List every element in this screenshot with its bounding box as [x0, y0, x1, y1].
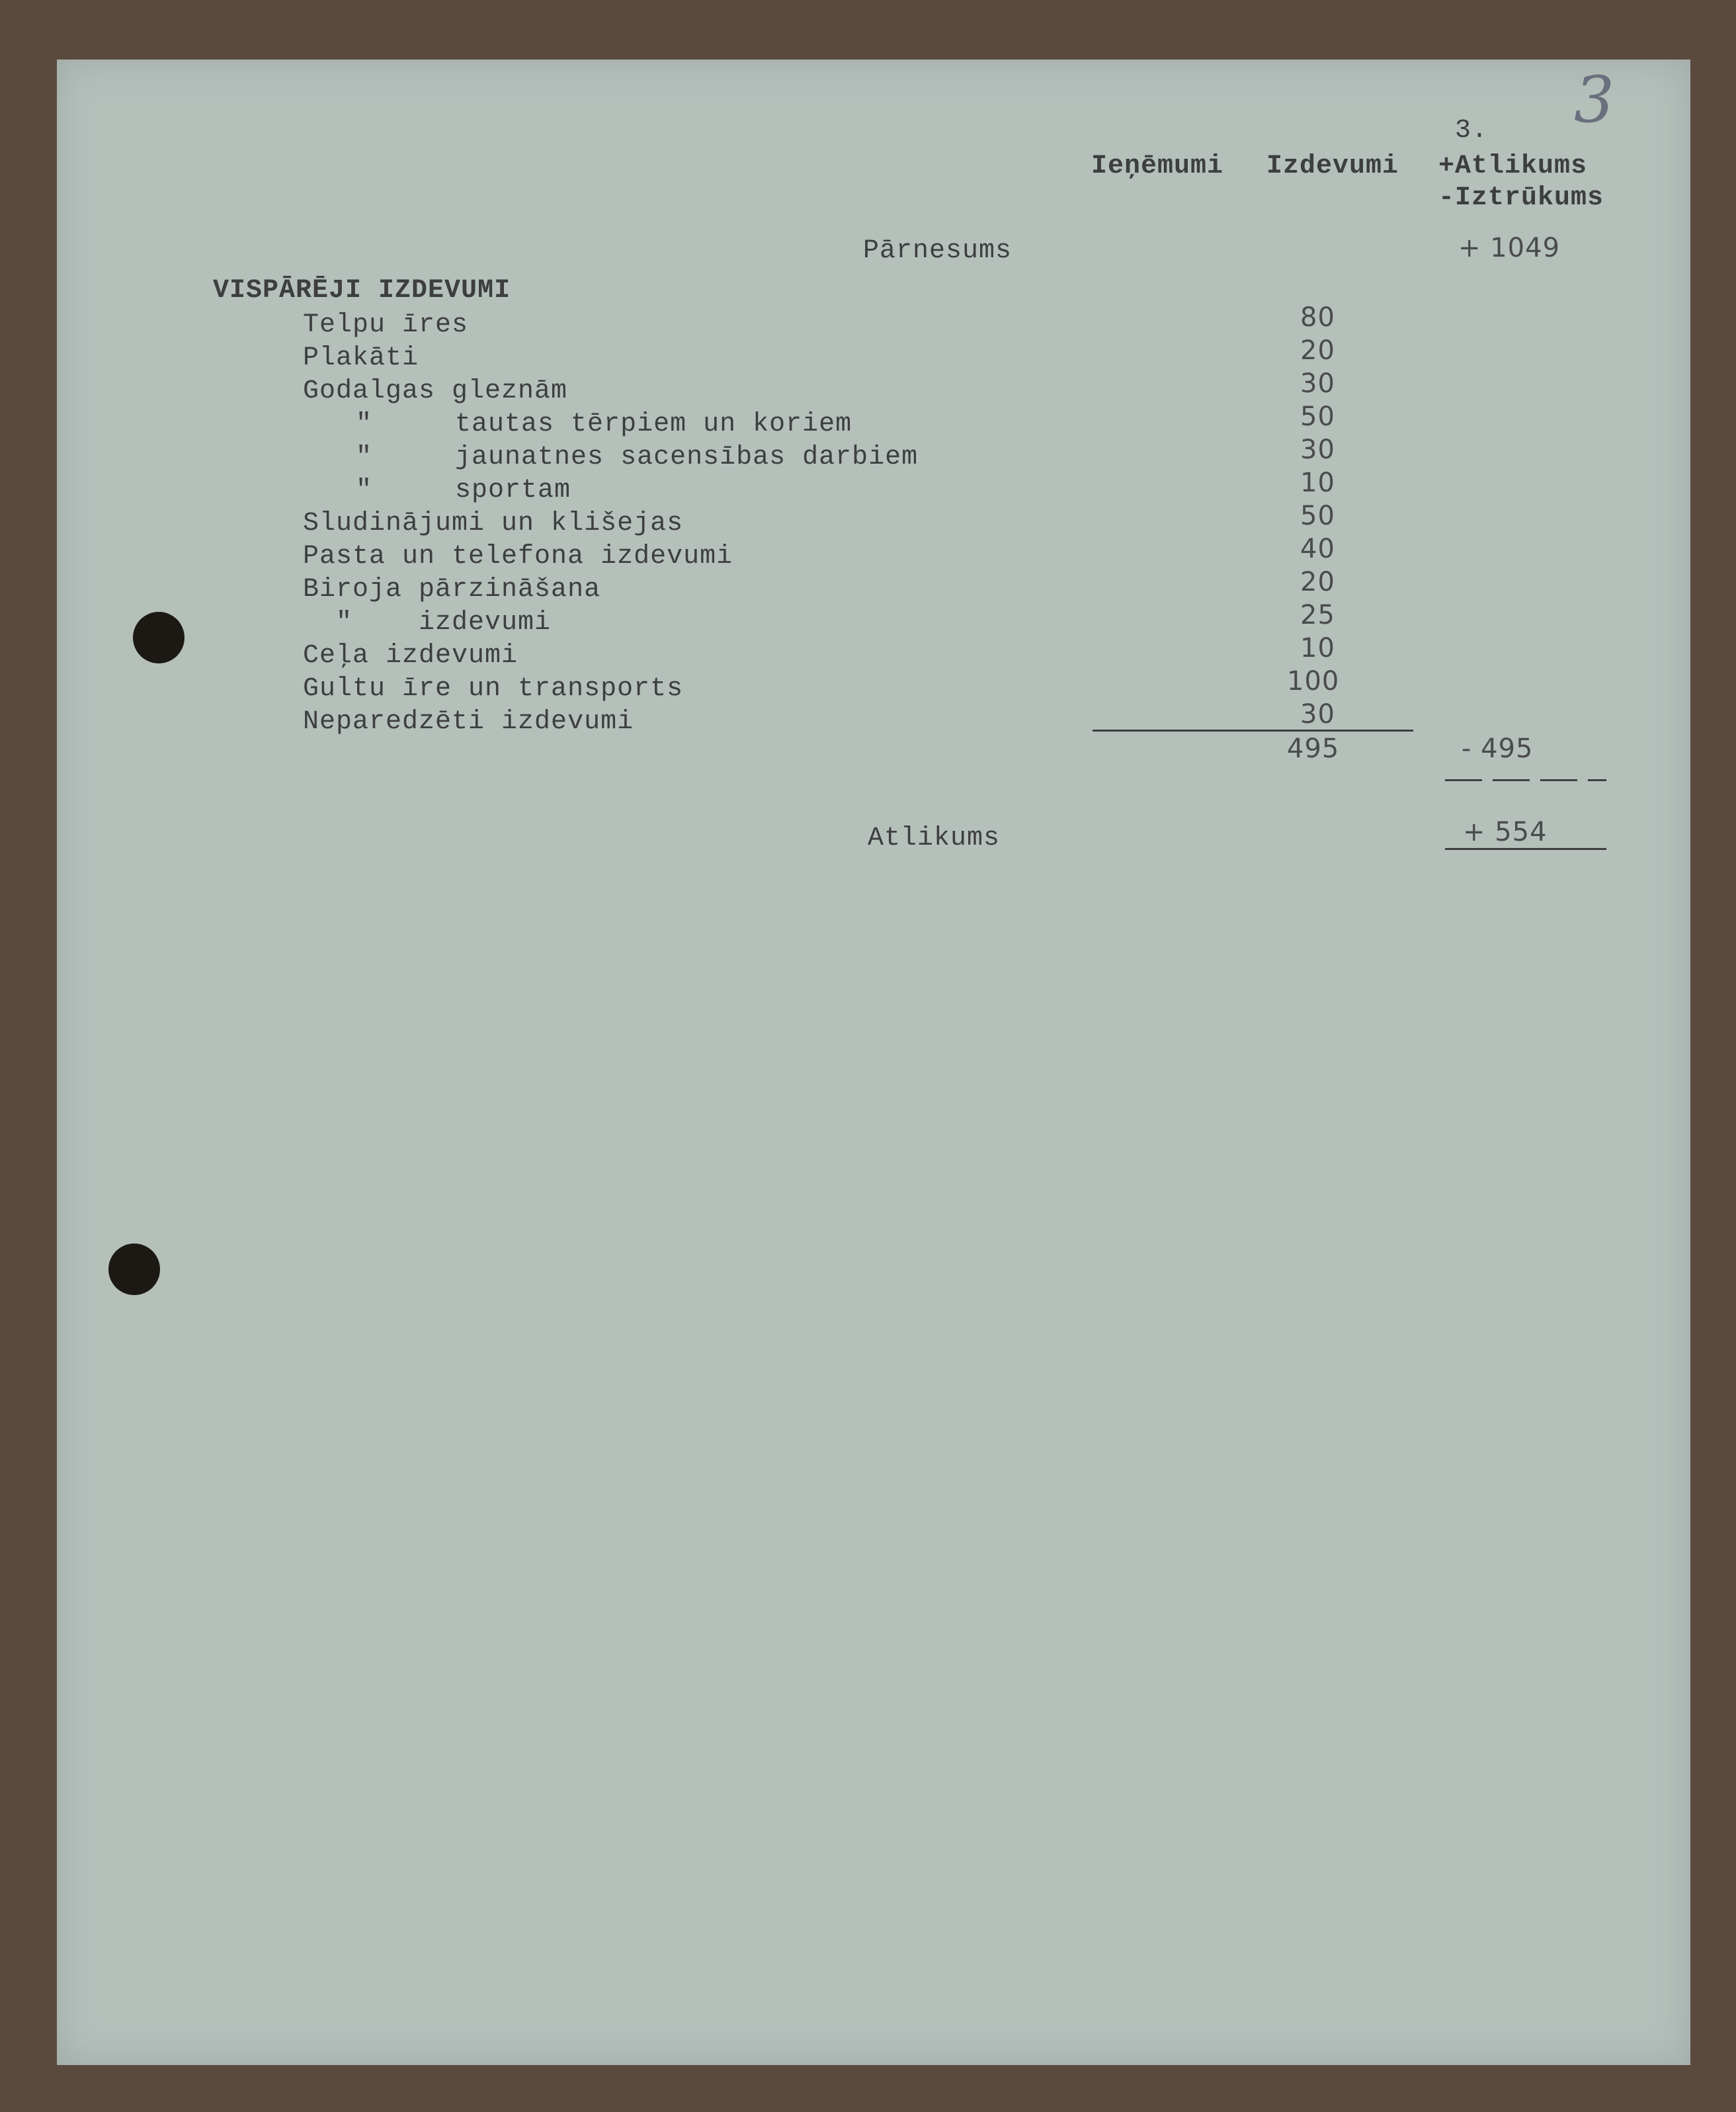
item-label: " tautas tērpiem un koriem: [356, 409, 852, 439]
item-label: " izdevumi: [303, 608, 552, 638]
final-balance-label: Atlikums: [868, 824, 1001, 853]
carry-over-value: + 1049: [1458, 233, 1561, 263]
item-label: Telpu īres: [303, 310, 469, 340]
item-amount: 40: [1300, 534, 1335, 564]
final-balance-underline: [1445, 848, 1606, 850]
item-amount: 10: [1300, 633, 1335, 663]
item-amount: 25: [1300, 600, 1335, 630]
item-label: Godalgas gleznām: [303, 376, 568, 406]
item-label: Pasta un telefona izdevumi: [303, 542, 733, 571]
column-header-balance-minus: -Iztrūkums: [1438, 183, 1604, 213]
item-amount: 10: [1300, 468, 1335, 498]
item-amount: 30: [1300, 699, 1335, 730]
balance-dashed-rule: [1445, 779, 1606, 781]
item-label: " jaunatnes sacensības darbiem: [356, 443, 919, 472]
page-marker: 3.: [1455, 116, 1489, 146]
item-amount: 80: [1300, 302, 1335, 333]
section-title: VISPĀRĒJI IZDEVUMI: [213, 276, 511, 306]
item-amount: 30: [1300, 435, 1335, 465]
item-amount: 100: [1287, 666, 1340, 697]
item-label: Ceļa izdevumi: [303, 641, 518, 671]
item-label: Plakāti: [303, 343, 419, 373]
column-header-balance-plus: +Atlikums: [1438, 151, 1588, 181]
column-header-income: Ieņēmumi: [1091, 151, 1224, 181]
subtotal-rule: [1093, 730, 1413, 732]
item-amount: 50: [1300, 401, 1335, 432]
document-page: [57, 60, 1690, 2065]
carry-over-label: Pārnesums: [863, 236, 1013, 266]
item-label: " sportam: [356, 476, 571, 505]
item-amount: 50: [1300, 501, 1335, 531]
column-header-expenses: Izdevumi: [1266, 151, 1399, 181]
item-amount: 20: [1300, 335, 1335, 366]
item-label: Gultu īre un transports: [303, 674, 684, 704]
expenses-total: 495: [1287, 734, 1340, 764]
balance-deduction: - 495: [1462, 734, 1534, 764]
final-balance-value: + 554: [1463, 817, 1548, 847]
item-label: Neparedzēti izdevumi: [303, 707, 634, 737]
item-amount: 20: [1300, 567, 1335, 597]
item-label: Biroja pārzināšana: [303, 575, 601, 605]
punch-hole-top: [133, 612, 185, 663]
item-amount: 30: [1300, 368, 1335, 399]
punch-hole-bottom: [108, 1244, 160, 1295]
item-label: Sludinājumi un klišejas: [303, 509, 684, 538]
page-corner-number: 3: [1574, 63, 1615, 137]
